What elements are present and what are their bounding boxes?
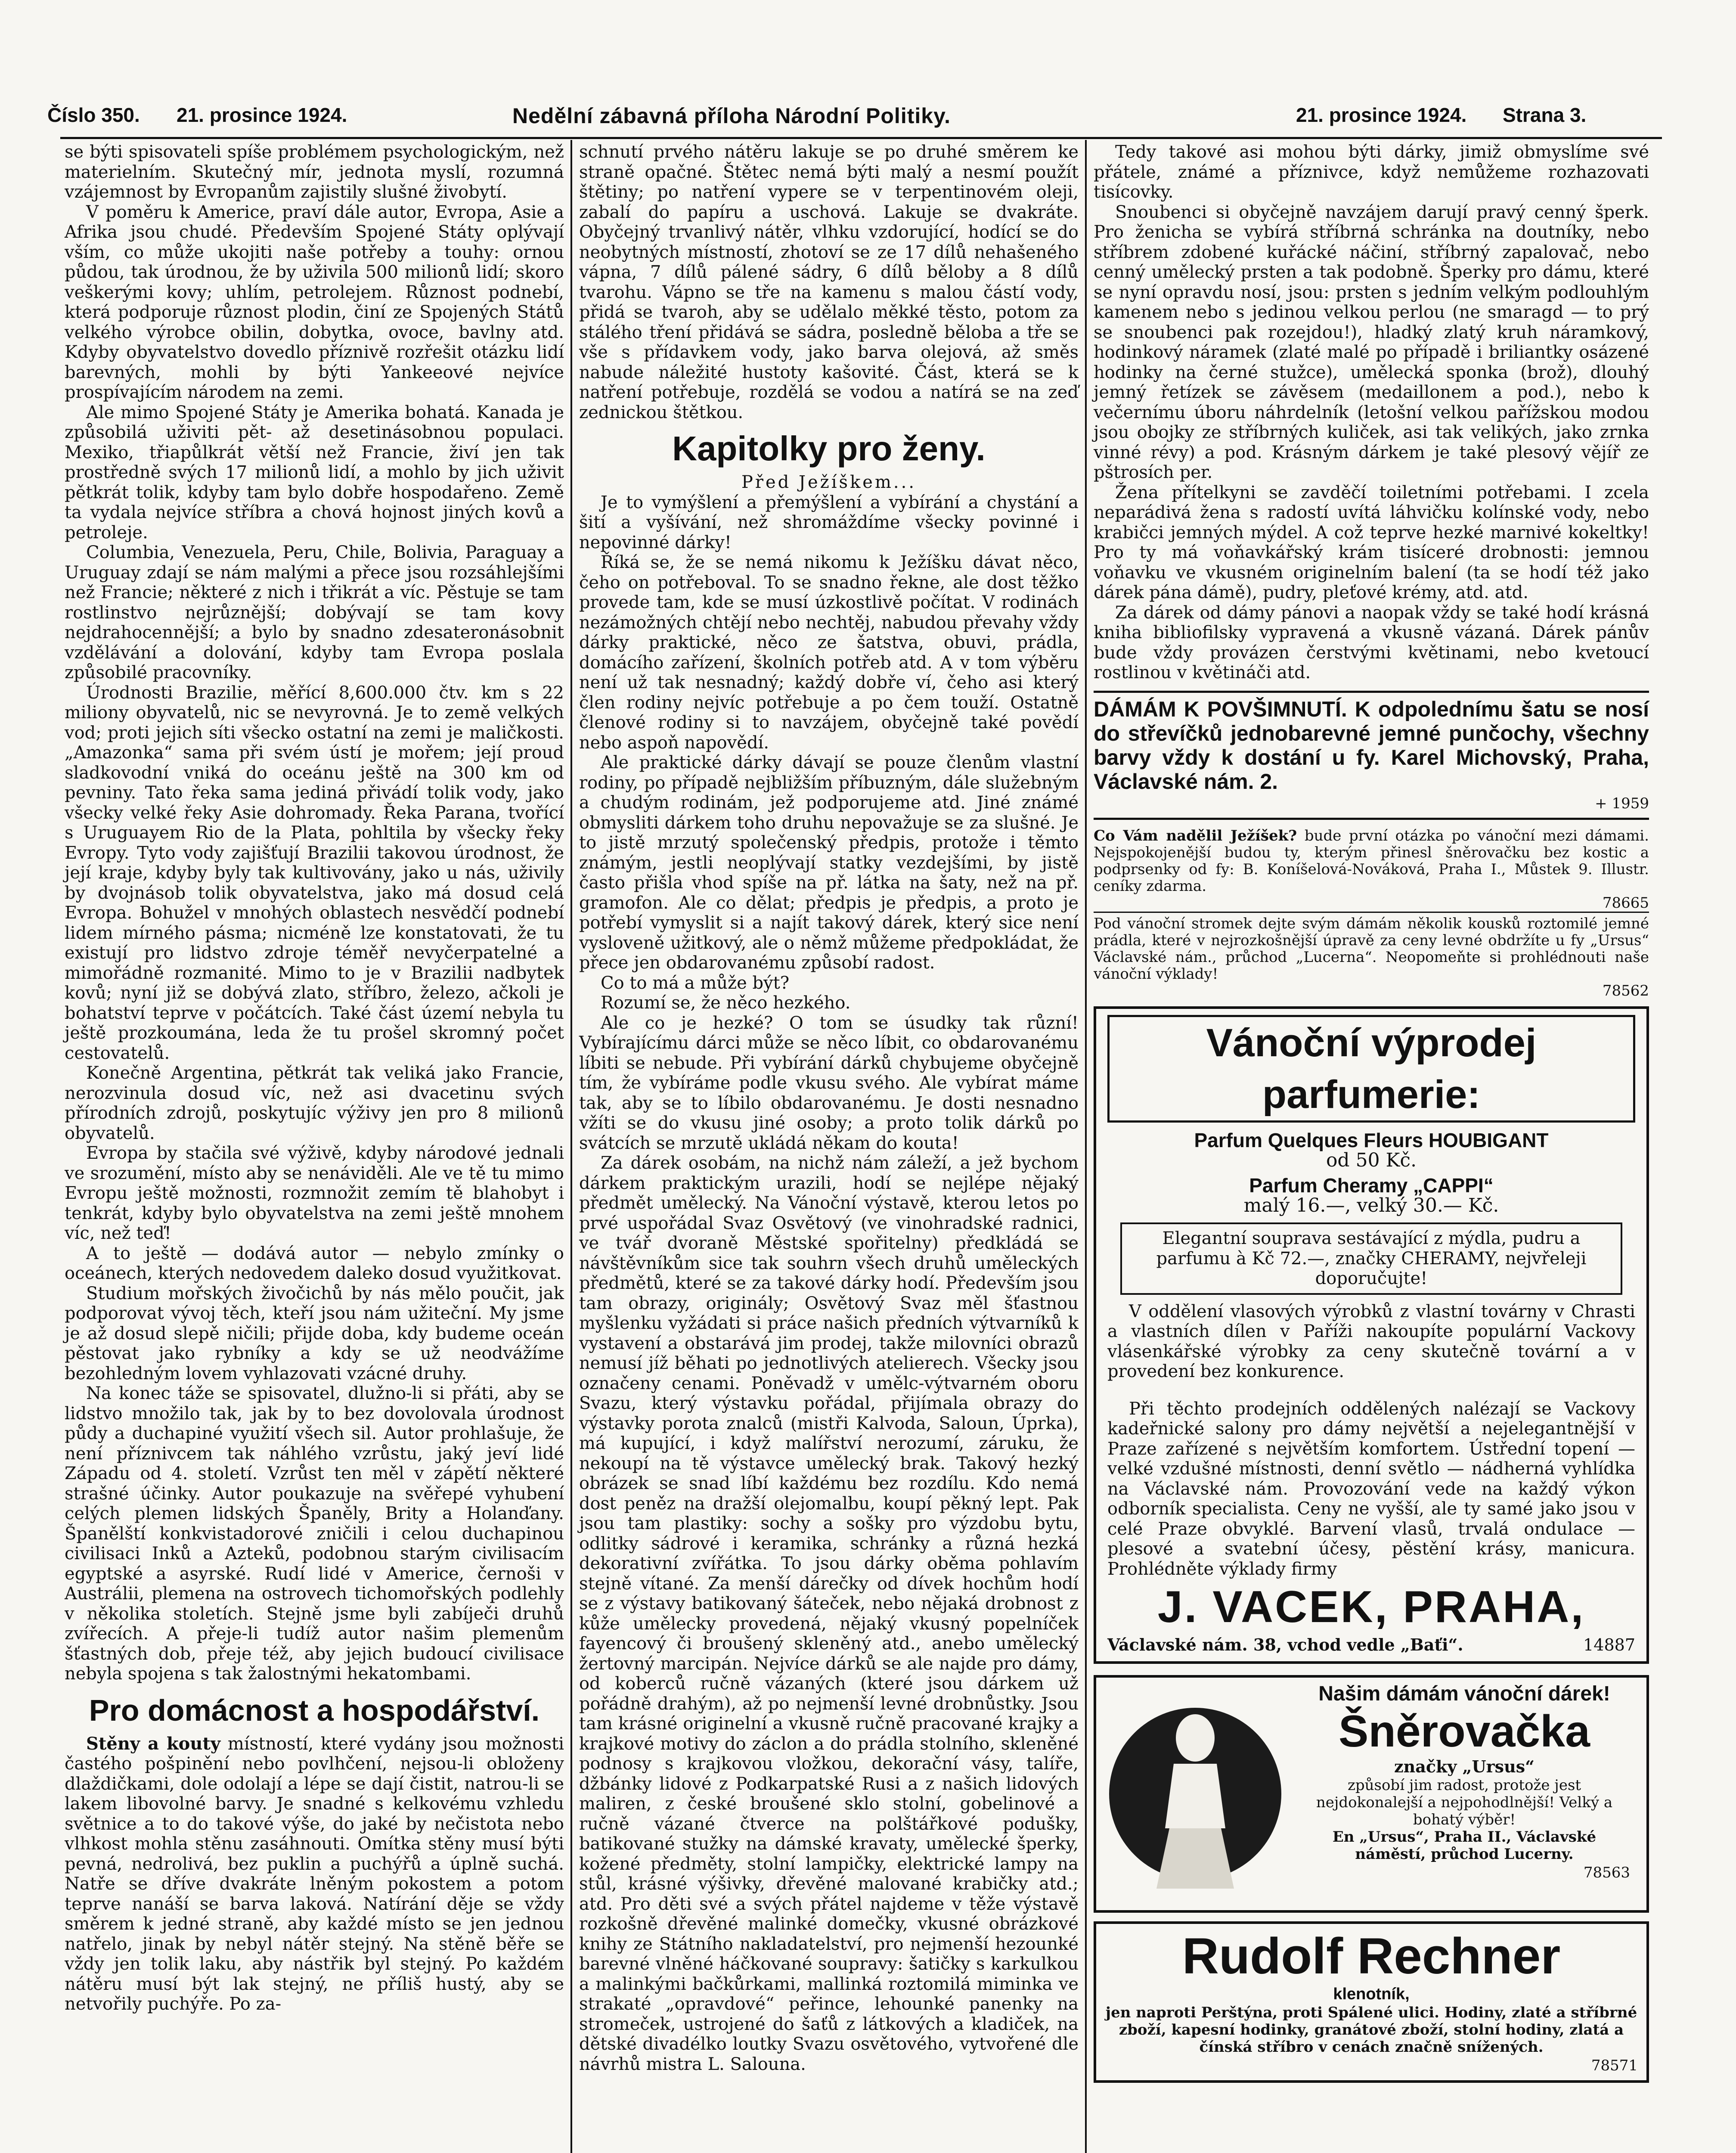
ad-number: 78571 <box>1591 2057 1638 2074</box>
article-paragraph: Říká se, že se nemá nikomu k Ježíšku dávat něco, čeho on potřeboval. To se snadno řekne, ale dost těžko provede tam, kde se musí úzkostlivě počítat. V rodinách nezámožných chtějí nebo nechtěj, nabudou převahy vždy dárky praktické, něco ze šatstva, obuvi, prádla, domácího zařízení, školních potřeb atd. A v tom výběru není už tak nesnadný; každý dobře ví, čeho asi který člen rodiny nejvíc potřebuje a po čem touží. Ostatně členové rodiny si to navzájem, obyčejně také povědí nebo aspoň napovědí. <box>579 552 1079 753</box>
article-paragraph: Studium mořských živočichů by nás mělo poučit, jak podporovat vývoj těch, kteří jsou nám užiteční. My jsme je až dosud slepě ničili; přijde doba, kdy budeme oceán pěstovat jako rybníky a kdy se už neodvážíme bezohledným lovem vyhlazovati vzácné druhy. <box>65 1283 564 1384</box>
ad-title: Vánoční výprodej parfumerie: <box>1107 1015 1635 1123</box>
ad-heading: Našim dámám vánoční dárek! <box>1318 1682 1610 1705</box>
section-subheading: Před Ježíškem... <box>741 472 917 492</box>
ad-michovsky <box>1094 691 1649 820</box>
article-paragraph: Rozumí se, že něco hezkého. <box>601 993 851 1013</box>
ad-subtitle: klenotník, <box>1333 1985 1410 2003</box>
ad-text: DÁMÁM K POVŠIMNUTÍ. K odpolednímu šatu se nosí do střevíčků jednobarevné jemné punčochy, všechny barvy vždy k dostání u fy. Karel Michovský, Praha, Václavské nám. 2. <box>1094 697 1649 794</box>
ad-title: Šněrovačka <box>1339 1706 1590 1756</box>
column-rule-1 <box>570 140 572 2153</box>
article-paragraph: schnutí prvého nátěru lakuje se po druhé směrem ke straně opačné. Štětec nemá býti malý a nesmí použít štětiny; po natření vypere se v terpentinovém oleji, zabalí do papíru a uschová. Lakuje se dvakráte. Obyčejný trvanlivý nátěr, vlhku vzdorující, hodící se do neobytných místností, zhotoví se ze 17 dílů nehašeného vápna, 7 dílů pálené sádry, 6 dílů běloby a 8 dílů tvarohu. Vápno se tře na kamenu s malou částí vody, přidá se tvaroh, aby se udělalo měkké těsto, potom za stálého tření přidává se sádra, posledně běloba a tře se vše s přídavkem vody, jako barva olejová, až směs nabude náležité hustoty kašovité. Část, která se k natření potřebuje, rozdělá se vodou a natírá se na zeď zednickou štětkou. <box>579 142 1079 422</box>
page-number: Strana 3. <box>1503 104 1587 126</box>
ad-vacek <box>1094 1006 1649 1664</box>
ad-text: bude první otázka po vánoční mezi dámami. Nejspokojenější budou ty, kterým přinesl šněrovačku bez kostic a podprsenky od fy: B. Koníšelová-Nováková, Praha I., Můstek 9. Illustr. ceníky zdarma. <box>1094 827 1649 895</box>
ad-line: malý 16.—, velký 30.— Kč. <box>1243 1194 1499 1216</box>
ad-number: 78665 <box>1602 894 1649 912</box>
masthead: Nedělní zábavná příloha Národní Politiky. <box>512 104 951 128</box>
ad-address: En „Ursus“, Praha II., Václavské náměstí, průchod Lucerny. <box>1332 1828 1596 1863</box>
ad-number: 78563 <box>1583 1864 1630 1881</box>
column-1 <box>65 142 564 2014</box>
ad-text: způsobí jim radost, protože jest nejdokonalejší a nejpohodlnější! Velký a bohatý výběr! <box>1316 1777 1613 1828</box>
article-paragraph: Úrodnosti Brazilie, měřící 8,600.000 čtv. km s 22 miliony obyvatelů, nic se nevyrovná. Je to země velkých vod; proti jejich síti všecko ostatní na zemi je maličkosti. „Amazonka“ sama při svém ústí je mořem; její proud sladkovodní vniká do oceánu ještě na 300 km od pevniny. Tato řeka sama jediná přivádí tolik vody, jako všecky velké řeky Asie dohromady. Řeka Parana, tvořící s Uruguayem Rio de la Plata, pohltila by všecky řeky Evropy. Tyto vody zajišťují Brazilii takovou úrodnost, že její kraje, kdyby byly tak kultivovány, jako u nás, uživily by dvojnásob tolik obyvatelstva, jako má dosud celá Evropa. Bohužel v mnohých oblastech nesvědčí podnebí lidem mírného pásma; nicméně lze konstatovati, že tu existují pro lidstvo zdroje téměř nevyčerpatelné a mimořádně rozmanité. Mimo to je v Brazilii nadbytek kovů; nyní již se dobývá zlato, stříbro, železo, ačkoli je bohatství teprve v počátcích. Také část území nebyla tu ještě prozkoumána, leda že tu prošel skromný počet cestovatelů. <box>65 683 564 1063</box>
ad-line: Elegantní souprava sestávající z mýdla, pudru a parfumu à Kč 72.—, značky CHERAMY, nejvřeleji doporučujte! <box>1156 1229 1587 1288</box>
article-paragraph: Ale praktické dárky dávají se pouze členům vlastní rodiny, po případě nejbližším příbuzným, dále služebným a chudým rodinám, jež podporujeme atd. Jiné známé obmysliti dárkem toho druhu nepovažuje se za slušné. Je to jistě mrzutý společenský předpis, protože i těmto známým, jestli neoplývají statky vezdejšími, by jistě často přišla vhod spíše na př. látka na šaty, než na př. gramofon. Ale co dělat; předpis je předpis, a proto je potřebí vymyslit si a najít takový dárek, který sice není vysloveně užitkový, ale o němž můžeme předpokládat, že přece jen obdarovanému způsobí radost. <box>579 753 1079 973</box>
ad-heading: Co Vám nadělil Ježíšek? <box>1094 827 1297 844</box>
column-3 <box>1094 142 1649 2083</box>
section-heading: Pro domácnost a hospodářství. <box>89 1693 540 1727</box>
ad-ursus-snerovacka <box>1094 1675 1649 1913</box>
ad-line: od 50 Kč. <box>1326 1149 1417 1171</box>
section-heading: Kapitolky pro ženy. <box>672 429 986 468</box>
column-rule-2 <box>1085 140 1087 2153</box>
ad-line: Parfum Cheramy „CAPPI“ <box>1249 1174 1494 1197</box>
ad-rechner <box>1094 1921 1649 2083</box>
ad-address: Václavské nám. 38, vchod vedle „Baťi“. <box>1107 1635 1463 1654</box>
article-paragraph: Ale mimo Spojené Státy je Amerika bohatá. Kanada je způsobilá uživiti pět- až desetinásobnou populaci. Mexiko, třiapůlkrát větší než Francie, živí jen tak prostředně svých 17 milionů lidí, a mohlo by jich uživit pětkrát tolik, kdyby tam bylo dobře hospodařeno. Země ta vydala nejvíce stříbra a chová hojnost jiných kovů a petroleje. <box>65 402 564 543</box>
article-paragraph: Columbia, Venezuela, Peru, Chile, Bolivia, Paraguay a Uruguay zdají se nám malými a přece jsou rozsáhlejšími než Francie; některé z nich i třikrát a víc. Pěstuje se tam rostlinstvo nejrůznější; dobývají se tam kovy nejdrahocennější; a bylo by snadno zdesateronásobnit vzdělávání a dolování, kdyby tam Evropa poslala způsobilé pracovníky. <box>65 543 564 683</box>
lead-in: Stěny a kouty <box>86 1733 221 1754</box>
article-paragraph: V poměru k Americe, praví dále autor, Evropa, Asie a Afrika jsou chudé. Především Spojené Státy oplývají vším, co může ukojiti naše potřeby a touhy: ornou půdou, tak úrodnou, že by uživila 500 milionů lidí; skoro veškerými kovy; uhlím, petrolejem. Různost podnebí, která podporuje různost plodin, činí ze Spojených Států velkého výrobce obilin, dobytka, ovoce, bavlny atd. Kdyby obyvatelstvo dovedlo příznivě rozřešit otázku lidí barevných, mohli by býti Yankeeové nejvíce prospívajícím národem na zemi. <box>65 202 564 402</box>
article-paragraph: místností, které vydány jsou možnosti častého pošpinění nebo povlhčení, nejsou-li obloženy dlaždičkami, dole odolají a lépe se dají čistit, natrou-li se lakem libovolné barvy. Je snadné s kelkovému vzhledu světnice a to do takové výše, do jaké by nečistota nebo vlhkost mohla stěnu zasáhnouti. Omítka stěny musí býti pevná, nedrolivá, bez puklin a puchýřů a úplně suchá. Natře se dříve dvakráte lněným pokostem a potom teprve nanáší se barva laková. Natírání děje se vždy směrem k jedné straně, aby každé místo se jen jednou natřelo, jinak by nebyl nátěr stejný. Na stěně běře se vždy jen tolik laku, aby nástřik byl stejný. Po každém nátěru musí být lak stejný, ne příliš hustý, aby se netvořily puchýře. Po za- <box>65 1734 564 2014</box>
ad-paragraph: Při těchto prodejních oddělených nalézají se Vackovy kadeřnické salony pro dámy největší a nejelegantnější v Praze zařízené s největším komfortem. Ústřední topení — velké vzdušné místnosti, denní světlo — nádherná vyhlídka na Václavské nám. Provozování vede na každý výkon odborník specialista. Ceny ne vyšší, ale ty samé jako jsou v celé Praze obvyklé. Barvení vlasů, trvalá ondulace — plesové a svatební účesy, pěstění krásy, manicura. Prohlédněte výklady firmy <box>1107 1399 1635 1579</box>
ad-number: 78562 <box>1602 982 1649 999</box>
ad-text: Pod vánoční stromek dejte svým dámám několik kousků roztomilé jemné prádla, které v nejrozkošnější úpravě za ceny levné obdržíte u fy „Ursus“ Václavské nám., průchod „Lucerna“. Neopomeňte si prohlédnouti naše vánoční výklady! <box>1094 915 1649 983</box>
article-paragraph: Evropa by stačila své výživě, kdyby národové jednali ve srozumění, místo aby se nenáviděli. Ale ve tě tu mimo Evropu ještě možnosti, rozmnožit zemím tě blahobyt i tenkrát, kdyby bylo obyvatelstva na zemi ještě mnohem víc, než teď! <box>65 1143 564 1243</box>
ad-line: Parfum Quelques Fleurs HOUBIGANT <box>1194 1129 1549 1151</box>
column-2 <box>579 142 1079 2074</box>
ad-number: + 1959 <box>1595 794 1649 812</box>
article-paragraph: Konečně Argentina, pětkrát tak veliká jako Francie, nerozvinula dosud víc, než asi dvacetinu svých přírodních zdrojů, poskytujíc výživy jen pro 8 milionů obyvatelů. <box>65 1063 564 1143</box>
ad-number: 14887 <box>1583 1635 1635 1654</box>
article-paragraph: Za dárek od dámy pánovi a naopak vždy se také hodí krásná kniha bibliofilsky vypravená a vkusně vázaná. Dárek pánův bude vždy provázen čerstvými květinami, nebo kvetoucí rostlinou v květináči atd. <box>1094 602 1649 683</box>
ad-konisel <box>1094 828 1649 912</box>
date-left: 21. prosince 1924. <box>177 104 347 126</box>
ad-text: jen naproti Perštýna, proti Spálené ulici. Hodiny, zlaté a stříbrné zboží, kapesní hodinky, granátové zboží, stolní hodiny, zlatá a čínská stříbro v cenách značně snížených. <box>1105 2004 1637 2056</box>
date-right: 21. prosince 1924. <box>1296 104 1467 126</box>
header-rule <box>60 137 1662 139</box>
article-paragraph: Žena přítelkyni se zavděčí toiletními potřebami. I zcela neparádivá žena s radostí uvítá láhvičku kolínské vody, nebo krabičci jemných mýdel. A což teprve hezké marnivé kokeltky! Pro ty má voňavkářský krám tisíceré drobnosti: jemnou voňavku ve vkusném originelním balení (ta se hodí též jako dárek pána dámě), pudry, pleťové krémy, atd. atd. <box>1094 482 1649 602</box>
article-paragraph: Za dárek osobám, na nichž nám záleží, a jež bychom dárkem praktickým urazili, hodí se nejlépe nějaký předmět umělecký. Na Vánoční výstavě, kterou letos po prvé uspořádal Svaz Osvětový (ve vinohradské radnici, ve tvář dvoraně Městské spořitelny) předkládá se návštěvníkům sice tak souhrn všech druhů uměleckých předmětů, které se za takové dárky hodí. Především jsou tam obrazy, originály; Osvětový Svaz měl šťastnou myšlenku vyžádati si práce našich předních výtvarníků k vystavení a obstarává jim prodej, takže milovníci obrazů nemusí jíž běhati po jednotlivých atelierech. Všecky jsou označeny cenami. Poněvadž v umělc-výtvarném oboru Svazu, který výstavku pořádal, přijímala obrazy do výstavky porota znalců (mistři Kalvoda, Saloun, Úprka), má kupující, i když malířství nerozumí, záruku, že nekoupí na tě výstavce umělecký brak. Takový hezký obrázek se snad líbí každému bez rozdílu. Kdo nemá dost peněz na dražší olejomalbu, koupí pěkný lept. Pak jsou tam plastiky: sochy a sošky pro výzdobu bytu, odlitky sádrové i keramika, schránky a různá hezká dekorativní zvířátka. To jsou dárky oběma pohlavím stejně vítané. Za menší dárečky od dívek hochům hodí se z výstavy batikovaný šáteček, nebo nějaká drobnost z kůže umělecky provedená, nějaký vkusný popelníček fayencový či broušený skleněný atd., anebo umělecký žertovný marcipán. Nejvíce dárků se ale najde pro dámy, od koberců ručně vázaných (které jsou dárkem už pořádně drahým), až po nejmenší levné drobnůstky. Jsou tam krásné originelní a vkusně ručně pracované krajky a krajkové motivy do záclon a do prádla stolního, skleněné podnosy s krajkovou vložkou, dekorační vásy, talíře, džbánky lidové z Podkarpatské Rusi a z našich lidových maliren, z české broušené sklo stolní, gobelinové a ručně vázané čtverce na polštářkové podušky, batikované stužky na dámské kravaty, umělecké šperky, kožené předměty, stolní lampičky, elektrické lampy na stůl, krásné výšivky, dřevěné malované krabičky atd.; atd. Pro děti své a svých přátel najdeme v těže výstavě rozkošně dřevěné malinké domečky, vkusné obrázkové knihy ze Státního nakladatelství, pro nejmenší hezounké barevné vlněné háčkované soupravy: šatičky s karkulkou a malinkými bačkůrkami, mallinká roztomilá miminka ve strakaté „opravdové“ peřince, lehounké panenky na stromeček, ustrojené do šaťů z látkových a kladiček, na dětské divadélko loutky Svazu osvětového, vytvořené dle návrhů mistra L. Salouna. <box>579 1153 1079 2074</box>
article-paragraph: Ale co je hezké? O tom se úsudky tak různí! Vybírajícímu dárci může se něco líbit, co obdarovanému líbiti se nebude. Při vybírání dárků chybujeme obyčejně tím, že vybíráme podle vkusu svého. Ale vybírat máme tak, aby se to líbilo obdarovanému. Je dosti nesnadno vžíti se do vkusu jiné osoby; a proto tolik dárků po svátcích se mrzutě ukládá někam do kouta! <box>579 1013 1079 1153</box>
ad-brand: značky „Ursus“ <box>1394 1756 1534 1776</box>
article-paragraph: A to ještě — dodává autor — nebylo zmínky o oceánech, kterých nedovedem daleko dosud využitkovat. <box>65 1243 564 1283</box>
ad-ursus-pradlo <box>1094 912 1649 999</box>
article-paragraph: Snoubenci si obyčejně navzájem darují pravý cenný šperk. Pro ženicha se vybírá stříbrná schránka na doutníky, nebo stříbrem zdobené kuřácké náčiní, stříbrný zapalovač, nebo cenný umělecký prsten a tak podobně. Šperky pro dámu, které se nyní opravdu nosí, jsou: prsten s jedním velkým podlouhlým kamenem nebo s jedinou velkou perlou (ne smaragd — to prý se snoubenci pak rozejdou!), hladký zlatý kruh náramkový, hodinkový náramek (zlaté malé po případě i briliantky osázené hodinky na černé stužce), umělecká sponka (brož), dlouhý jemný řetízek se závěsem (medaillonem a pod.), nebo k večernímu úboru náhrdelník (letošní velkou pařížskou modou jsou obojky ze stříbrných kuliček, asi tak velikých, jako zrnka vinné révy) a pod. Krásným dárkem je také plesový vějíř ze pštrosích per. <box>1094 202 1649 482</box>
ad-firm: J. VACEK, PRAHA, <box>1157 1582 1585 1632</box>
article-paragraph: Na konec táže se spisovatel, dlužno-li si přáti, aby se lidstvo množilo tak, jak by to bez dovolovala úrodnost půdy a duchapiné využití všech sil. Autor prohlašuje, že není příznivcem tak náhlého vzrůstu, jaký jeví lidé Západu od 4. století. Vzrůst ten měl v zápětí některé strašné účinky. Autor poukazuje na svěřepé vyhubení celých plemen lidských Španěly, Brity a Holanďany. Španělští konkvistadorové zničili i celou duchapinou civilisaci Inků a Azteků, podobnou starým civilisacím egyptské a asyrské. Rudí lidé v Americe, černoši v Austrálii, plemena na ostrovech tichomořských podlehly v několika stoletích. Stejně jsme byli zabíječi druhů zvířecích. A přeje-li tudíž autor našim plemenům šťastných dob, přeje též, aby jejich budoucí civilisace nebyla spojena s tak žalostnými hekatombami. <box>65 1384 564 1684</box>
issue-number: Číslo 350. <box>47 104 140 126</box>
ad-paragraph: V oddělení vlasových výrobků z vlastní továrny v Chrasti a vlastních dílen v Paříži nakoupíte populární Vackovy vlásenkářské výrobky za ceny skutečně tovární a v provedení bez konkurence. <box>1107 1301 1635 1381</box>
article-paragraph: Tedy takové asi mohou býti dárky, jimiž obmyslíme své přátele, známé a příznivce, když nemůžeme rozhazovati tisícovky. <box>1094 142 1649 202</box>
page-header <box>47 99 1683 133</box>
article-paragraph: Je to vymýšlení a přemýšlení a vybírání a chystání a šití a vyšívání, než shromáždíme všecky povinné i nepovinné dárky! <box>579 492 1079 552</box>
article-paragraph: Co to má a může být? <box>601 973 790 993</box>
ad-box <box>1120 1222 1622 1295</box>
article-paragraph: se býti spisovateli spíše problémem psychologickým, než materielním. Skutečný mír, jednota myslí, rozumná vzájemnost by Evropanům zajistily slušné živobytí. <box>65 142 564 202</box>
ad-title: Rudolf Rechner <box>1182 1927 1561 1985</box>
corset-illustration <box>1105 1686 1286 1902</box>
